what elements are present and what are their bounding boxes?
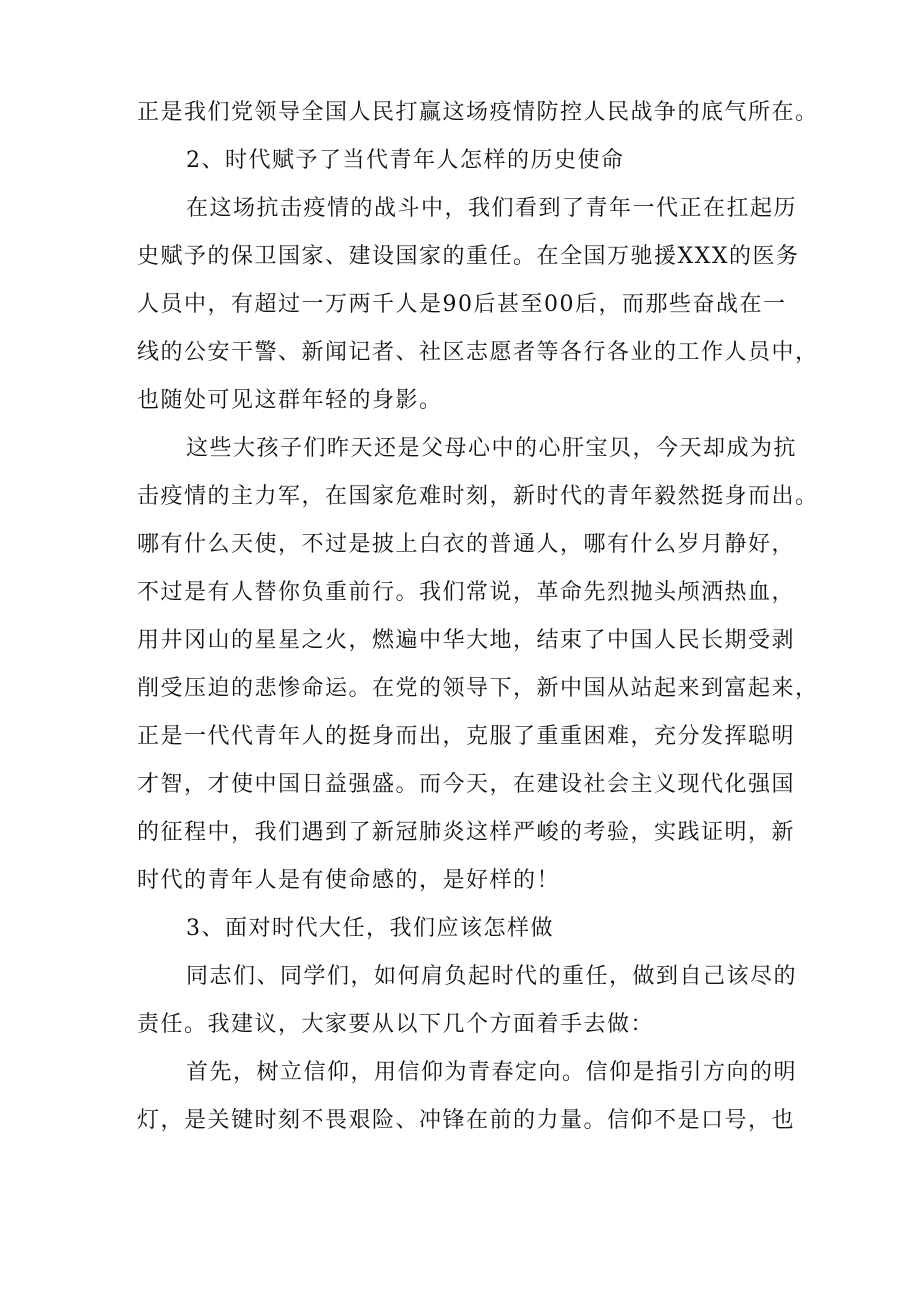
paragraph-line: 用井冈山的星星之火，燃遍中华大地，结束了中国人民长期受剥 — [137, 628, 796, 653]
paragraph-line: 也随处可见这群年轻的身影。 — [137, 388, 443, 413]
paragraph-line: 不过是有人替你负重前行。我们常说，革命先烈抛头颅洒热血， — [137, 580, 796, 605]
paragraph-line: 灯，是关键时刻不畏艰险、冲锋在前的力量。信仰不是口号，也 — [137, 1108, 796, 1133]
paragraph-line: 才智，才使中国日益强盛。而今天，在建设社会主义现代化强国 — [137, 772, 796, 797]
paragraph-line: 责任。我建议，大家要从以下几个方面着手去做： — [137, 1012, 655, 1037]
paragraph-line: 线的公安干警、新闻记者、社区志愿者等各行各业的工作人员中， — [137, 340, 819, 365]
paragraph-line: 在这场抗击疫情的战斗中，我们看到了青年一代正在扛起历 — [186, 196, 798, 221]
paragraph-line: 削受压迫的悲惨命运。在党的领导下，新中国从站起来到富起来， — [137, 676, 819, 701]
section-heading: 3、面对时代大任，我们应该怎样做 — [186, 916, 554, 941]
paragraph-line: 史赋予的保卫国家、建设国家的重任。在全国万驰援XXX的医务 — [137, 244, 800, 269]
paragraph-line: 正是一代代青年人的挺身而出，克服了重重困难，充分发挥聪明 — [137, 724, 796, 749]
paragraph-line: 这些大孩子们昨天还是父母心中的心肝宝贝，今天却成为抗 — [186, 436, 798, 461]
paragraph-line: 正是我们党领导全国人民打赢这场疫情防控人民战争的底气所在。 — [137, 100, 819, 125]
paragraph-line: 哪有什么天使，不过是披上白衣的普通人，哪有什么岁月静好， — [137, 532, 796, 557]
paragraph-line: 时代的青年人是有使命感的，是好样的！ — [137, 868, 561, 893]
section-heading: 2、时代赋予了当代青年人怎样的历史使命 — [186, 148, 625, 173]
paragraph-line: 首先，树立信仰，用信仰为青春定向。信仰是指引方向的明 — [186, 1060, 798, 1085]
paragraph-line: 击疫情的主力军，在国家危难时刻，新时代的青年毅然挺身而出。 — [137, 484, 819, 509]
paragraph-line: 人员中，有超过一万两千人是90后甚至00后，而那些奋战在一 — [137, 292, 787, 317]
paragraph-line: 的征程中，我们遇到了新冠肺炎这样严峻的考验，实践证明，新 — [137, 820, 796, 845]
paragraph-line: 同志们、同学们，如何肩负起时代的重任，做到自己该尽的 — [186, 964, 798, 989]
